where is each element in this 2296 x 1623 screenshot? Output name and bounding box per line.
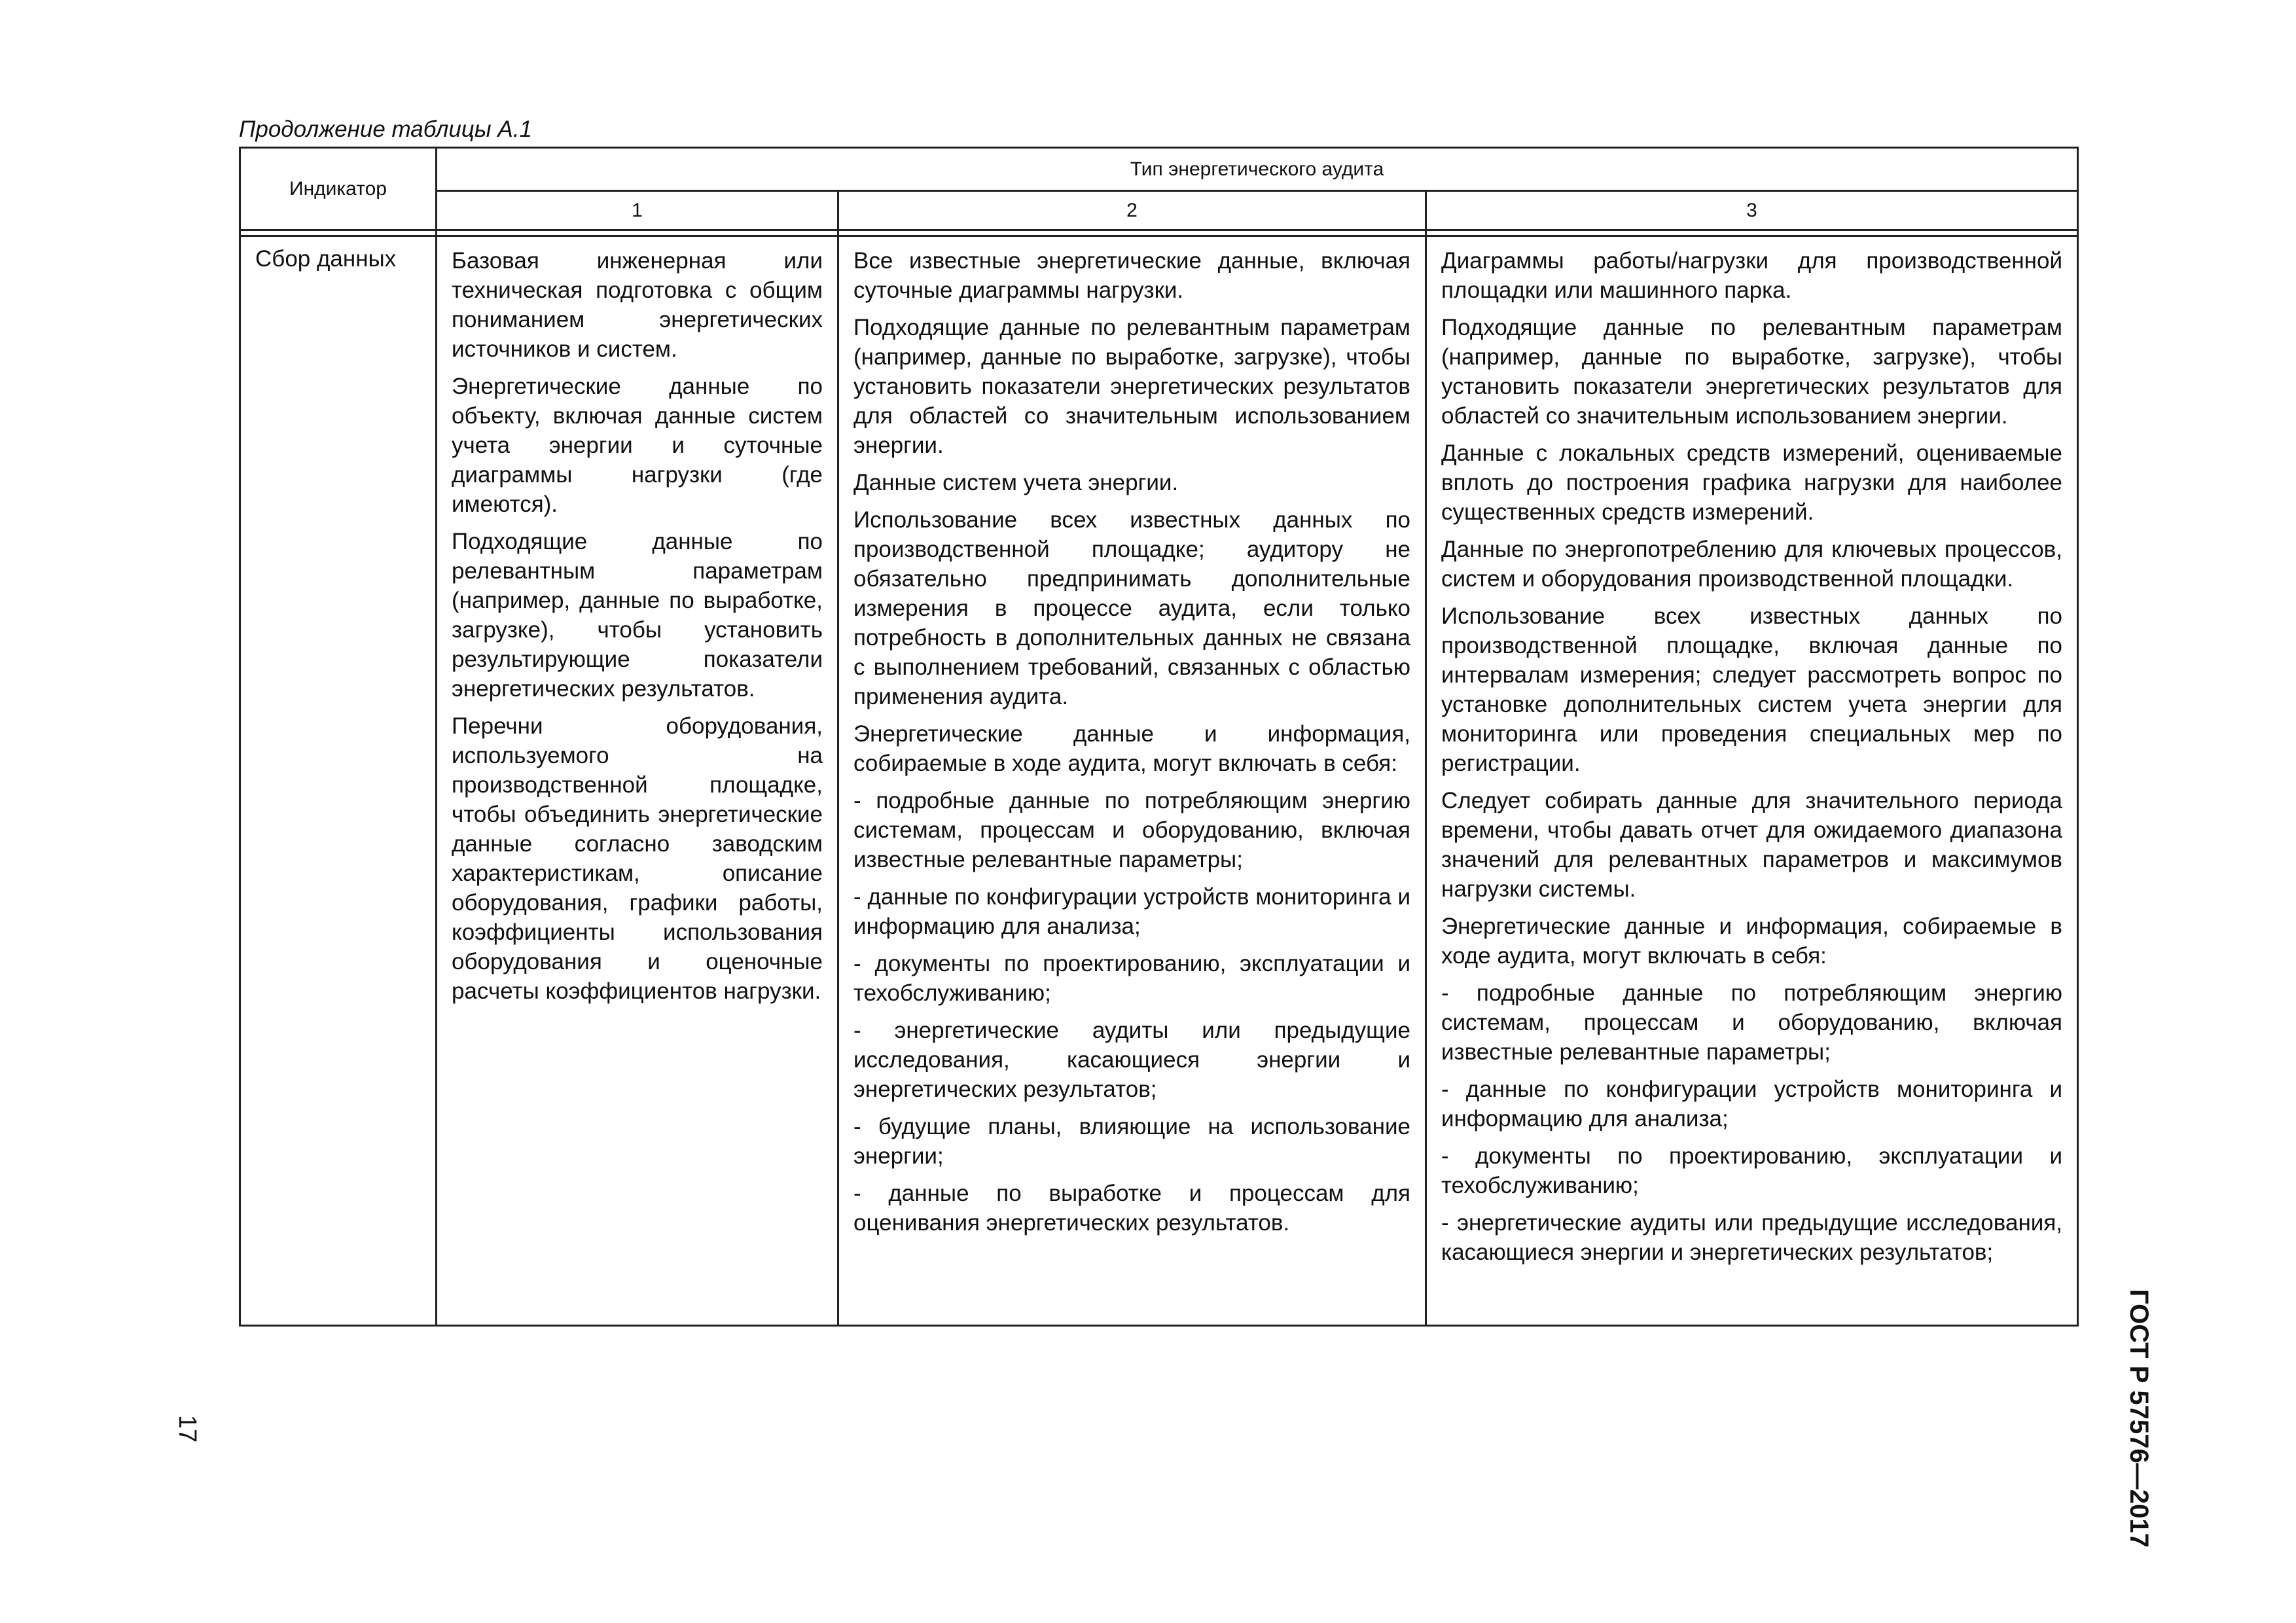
col3-paragraph: Данные по энергопотреблению для ключевых процессов, систем и оборудования производственной площадки. — [1441, 537, 2062, 592]
col1-paragraph: Энергетические данные по объекту, включая данные систем учета энергии и суточные диаграммы нагрузки (где имеются). — [452, 374, 823, 517]
separator-cell — [437, 230, 838, 236]
col2-list-item: - энергетические аудиты или предыдущие исследования, касающиеся энергии и энергетических результатов; — [853, 1018, 1410, 1102]
col2-paragraph: Все известные энергетические данные, включая суточные диаграммы нагрузки. — [853, 248, 1410, 303]
standard-designation: ГОСТ Р 57576—2017 — [2125, 1289, 2153, 1548]
col3-paragraph: Следует собирать данные для значительного периода времени, чтобы давать отчет для ожидаемого диапазона значений для релевантных параметров и максимумов нагрузки системы. — [1441, 788, 2062, 902]
col3-paragraph: Использование всех известных данных по производственной площадке, включая данные по интервалам измерения; следует рассмотреть вопрос по установке дополнительных систем учета энергии для мониторинга или проведения специальных мер по регистрации. — [1441, 603, 2062, 776]
separator-cell — [1426, 230, 2078, 236]
header-indicator: Индикатор — [240, 148, 437, 230]
indicator-cell: Сбор данных — [240, 236, 437, 1326]
col2-paragraph: Использование всех известных данных по производственной площадке; аудитору не обязательно предпринимать дополнительные измерения в процессе аудита, если только потребность в дополнительных данных не связана с выполнением требований, связанных с областью применения аудита. — [853, 507, 1410, 709]
header-audit-type: Тип энергетического аудита — [437, 148, 2078, 191]
col3-paragraph: Подходящие данные по релевантным параметрам (например, данные по выработке, загрузке), чтобы установить показатели энергетических результатов для областей со значительным использованием энергии. — [1441, 315, 2062, 429]
separator-cell — [838, 230, 1426, 236]
col3-cell — [1426, 236, 2078, 1326]
table-caption: Продолжение таблицы А.1 — [239, 116, 532, 142]
col2-list-item: - документы по проектированию, эксплуатации и техобслуживанию; — [853, 951, 1410, 1006]
col3-paragraph: Энергетические данные и информация, собираемые в ходе аудита, могут включать в себя: — [1441, 914, 2062, 969]
col2-list-item: - данные по конфигурации устройств мониторинга и информацию для анализа; — [853, 884, 1410, 939]
header-col-1: 1 — [437, 191, 838, 230]
col2-cell — [838, 236, 1426, 1326]
audit-table — [239, 147, 2079, 1327]
col1-cell — [437, 236, 838, 1326]
col2-list-item: - подробные данные по потребляющим энергию системам, процессам и оборудованию, включая известные релевантные параметры; — [853, 788, 1410, 872]
col3-list-item: - документы по проектированию, эксплуатации и техобслуживанию; — [1441, 1143, 2062, 1198]
col2-paragraph: Данные систем учета энергии. — [853, 470, 1179, 495]
col2-list-item: - будущие планы, влияющие на использование энергии; — [853, 1114, 1410, 1169]
col1-paragraph: Подходящие данные по релевантным параметрам (например, данные по выработке, загрузке), чтобы установить результирующие показатели энергетических результатов. — [452, 529, 823, 702]
header-col-3: 3 — [1426, 191, 2078, 230]
col3-list-item: - подробные данные по потребляющим энергию системам, процессам и оборудованию, включая известные релевантные параметры; — [1441, 980, 2062, 1065]
col3-paragraph: Данные с локальных средств измерений, оцениваемые вплоть до построения графика нагрузки для наиболее существенных средств измерений. — [1441, 440, 2062, 525]
col3-paragraph: Диаграммы работы/нагрузки для производственной площадки или машинного парка. — [1441, 248, 2062, 303]
col2-paragraph: Подходящие данные по релевантным параметрам (например, данные по выработке, загрузке), чтобы установить показатели энергетических результатов для областей со значительным использованием энергии. — [853, 315, 1410, 458]
col2-paragraph: Энергетические данные и информация, собираемые в ходе аудита, могут включать в себя: — [853, 721, 1410, 776]
col1-paragraph: Базовая инженерная или техническая подготовка с общим пониманием энергетических источников и систем. — [452, 248, 823, 362]
col3-list-item: - энергетические аудиты или предыдущие исследования, касающиеся энергии и энергетических результатов; — [1441, 1210, 2062, 1265]
page-number: 17 — [173, 1415, 201, 1443]
separator-cell — [240, 230, 437, 236]
col1-paragraph: Перечни оборудования, используемого на производственной площадке, чтобы объединить энергетические данные согласно заводским характеристикам, описание оборудования, графики работы, коэффициенты использования оборудования и оценочные расчеты коэффициентов нагрузки. — [452, 713, 823, 1004]
col2-list-item: - данные по выработке и процессам для оценивания энергетических результатов. — [853, 1181, 1410, 1236]
col3-list-item: - данные по конфигурации устройств мониторинга и информацию для анализа; — [1441, 1077, 2062, 1132]
header-col-2: 2 — [838, 191, 1426, 230]
